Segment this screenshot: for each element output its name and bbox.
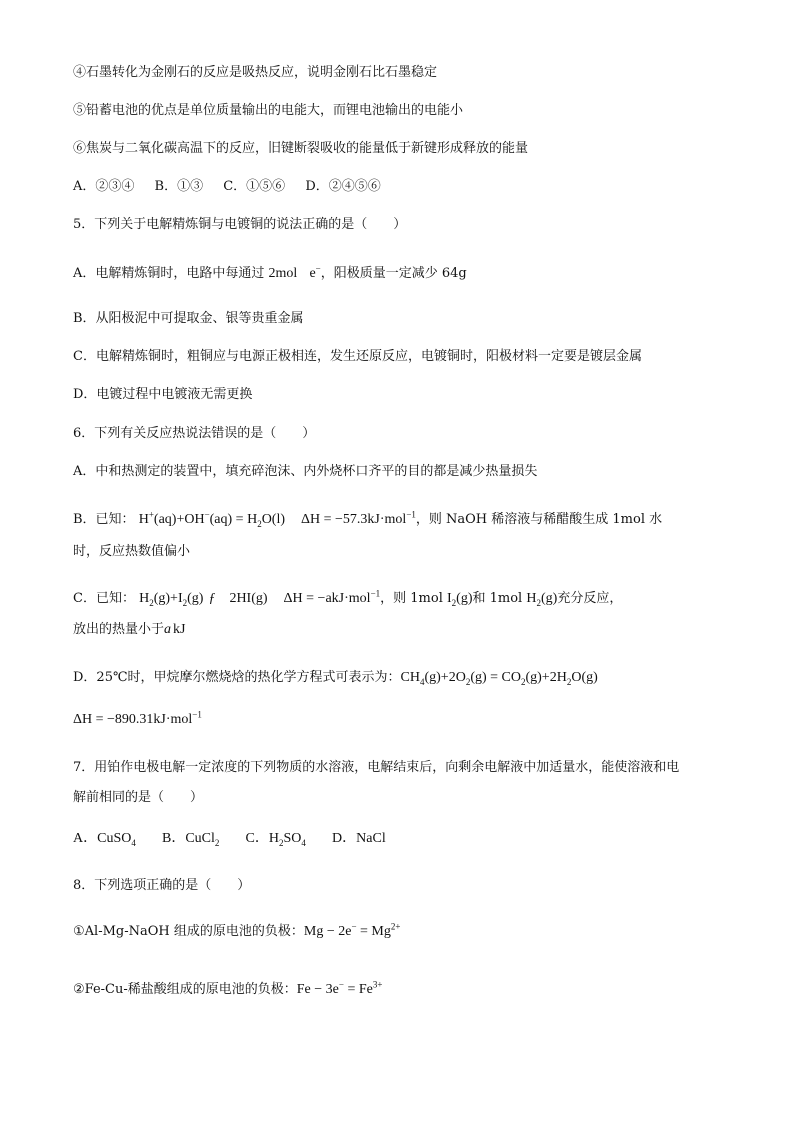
q6-b-line2: 时，反应热数值偏小 — [73, 544, 191, 559]
q6-c-mid: ，则 1mol — [380, 591, 443, 606]
q6-c-i2: $I_2(g)$ — [447, 591, 473, 608]
q5-stem: 5．下列关于电解精炼铜与电镀铜的说法正确的是（ ） — [73, 217, 407, 232]
q5-a-electron: e− — [309, 263, 321, 281]
q6-b-label: B．已知： — [73, 512, 135, 527]
q6-c-h2: $H_2(g)$ — [526, 591, 558, 608]
q8-stem: 8．下列选项正确的是（ ） — [73, 878, 251, 893]
q5-a-post: ，阳极质量一定减少 64g — [320, 266, 467, 281]
q6-c-equation: $H_2(g)+I_2(g)$ ƒ 2HI(g) ΔH = −akJ·mol$^{-1}$ — [139, 588, 381, 608]
q7-stem-line2: 解前相同的是（ ） — [73, 790, 204, 805]
q6-d-equation: $CH_4(g)+2O_2(g) = CO_2(g)+2H_2O(g)$ — [400, 670, 598, 687]
q4-statement-6: ⑥焦炭与二氧化碳高温下的反应，旧键断裂吸收的能量低于新键形成释放的能量 — [73, 141, 529, 156]
q8-statement-1: ①Al-Mg-NaOH 组成的原电池的负极：$Mg - 2e^- = Mg^{2+}$ — [73, 921, 401, 939]
q6-b-equation: $H^+(aq)+OH^-(aq) = H_2O(l) \Delta H = -57.3kJ\cdot mol^{-1}$ — [138, 509, 416, 529]
q7-option-a: A．CuSO$_4$ — [73, 831, 136, 848]
q5-option-c: C．电解精炼铜时，粗铜应与电源正极相连，发生还原反应，电镀铜时，阳极材料一定要是镀层金属 — [73, 349, 642, 364]
q6-d-enthalpy: ΔH = −890.31kJ·mol$^{-1}$ — [73, 709, 202, 727]
q6-c-and: 和 1mol — [472, 591, 523, 606]
q7-option-b: B．CuCl$_2$ — [162, 831, 220, 848]
q4-options — [73, 177, 381, 197]
q5-a-pre: A．电解精炼铜时，电路中每通过 — [73, 266, 265, 281]
q6-option-a: A．中和热测定的装置中，填充碎泡沫、内外烧杯口齐平的目的都是减少热量损失 — [73, 464, 538, 479]
q7-option-c: C．$H_2SO_4$ — [245, 831, 306, 848]
q5-option-d: D．电镀过程中电镀液无需更换 — [73, 387, 253, 402]
q8-s1-equation: $Mg - 2e^- = Mg^{2+}$ — [303, 921, 401, 939]
q4-statement-5: ⑤铅蓄电池的优点是单位质量输出的电能大，而锂电池输出的电能小 — [73, 103, 464, 118]
q6-c-line2: 放出的热量小于a kJ — [73, 622, 186, 637]
q6-option-d — [73, 668, 598, 688]
q8-s2-equation: $Fe - 3e^- = Fe^{3+}$ — [296, 979, 383, 997]
q4-statement-4: ④石墨转化为金刚石的反应是吸热反应，说明金刚石比石墨稳定 — [73, 65, 438, 80]
q7-stem-line1: 7．用铂作电极电解一定浓度的下列物质的水溶液，电解结束后，向剩余电解液中加适量水，能使溶液和电 — [73, 760, 680, 775]
q7-options — [73, 829, 386, 849]
q6-stem: 6．下列有关反应热说法错误的是（ ） — [73, 426, 316, 441]
q6-c-tail: 充分反应， — [557, 591, 623, 606]
q4-option-c: C．①⑤⑥ — [223, 179, 286, 194]
q7-option-d: D．NaCl — [332, 831, 386, 846]
q8-statement-2: ②Fe-Cu-稀盐酸组成的原电池的负极：$Fe - 3e^- = Fe^{3+}$ — [73, 979, 383, 997]
q5-a-mol: 2mol — [268, 266, 298, 281]
q5-option-a — [73, 264, 467, 284]
q4-option-a: A．②③④ — [73, 179, 135, 194]
q6-option-b — [73, 510, 662, 530]
q4-option-d: D．②④⑤⑥ — [305, 179, 381, 194]
q4-option-b: B．①③ — [154, 179, 204, 194]
q6-d-pre: D．25℃时，甲烷摩尔燃烧焓的热化学方程式可表示为： — [73, 670, 401, 685]
q5-option-b: B．从阳极泥中可提取金、银等贵重金属 — [73, 311, 304, 326]
q6-b-post: ，则 NaOH 稀溶液与稀醋酸生成 1mol 水 — [415, 512, 663, 527]
q6-c-label: C．已知： — [73, 591, 135, 606]
q6-option-c — [73, 589, 622, 609]
